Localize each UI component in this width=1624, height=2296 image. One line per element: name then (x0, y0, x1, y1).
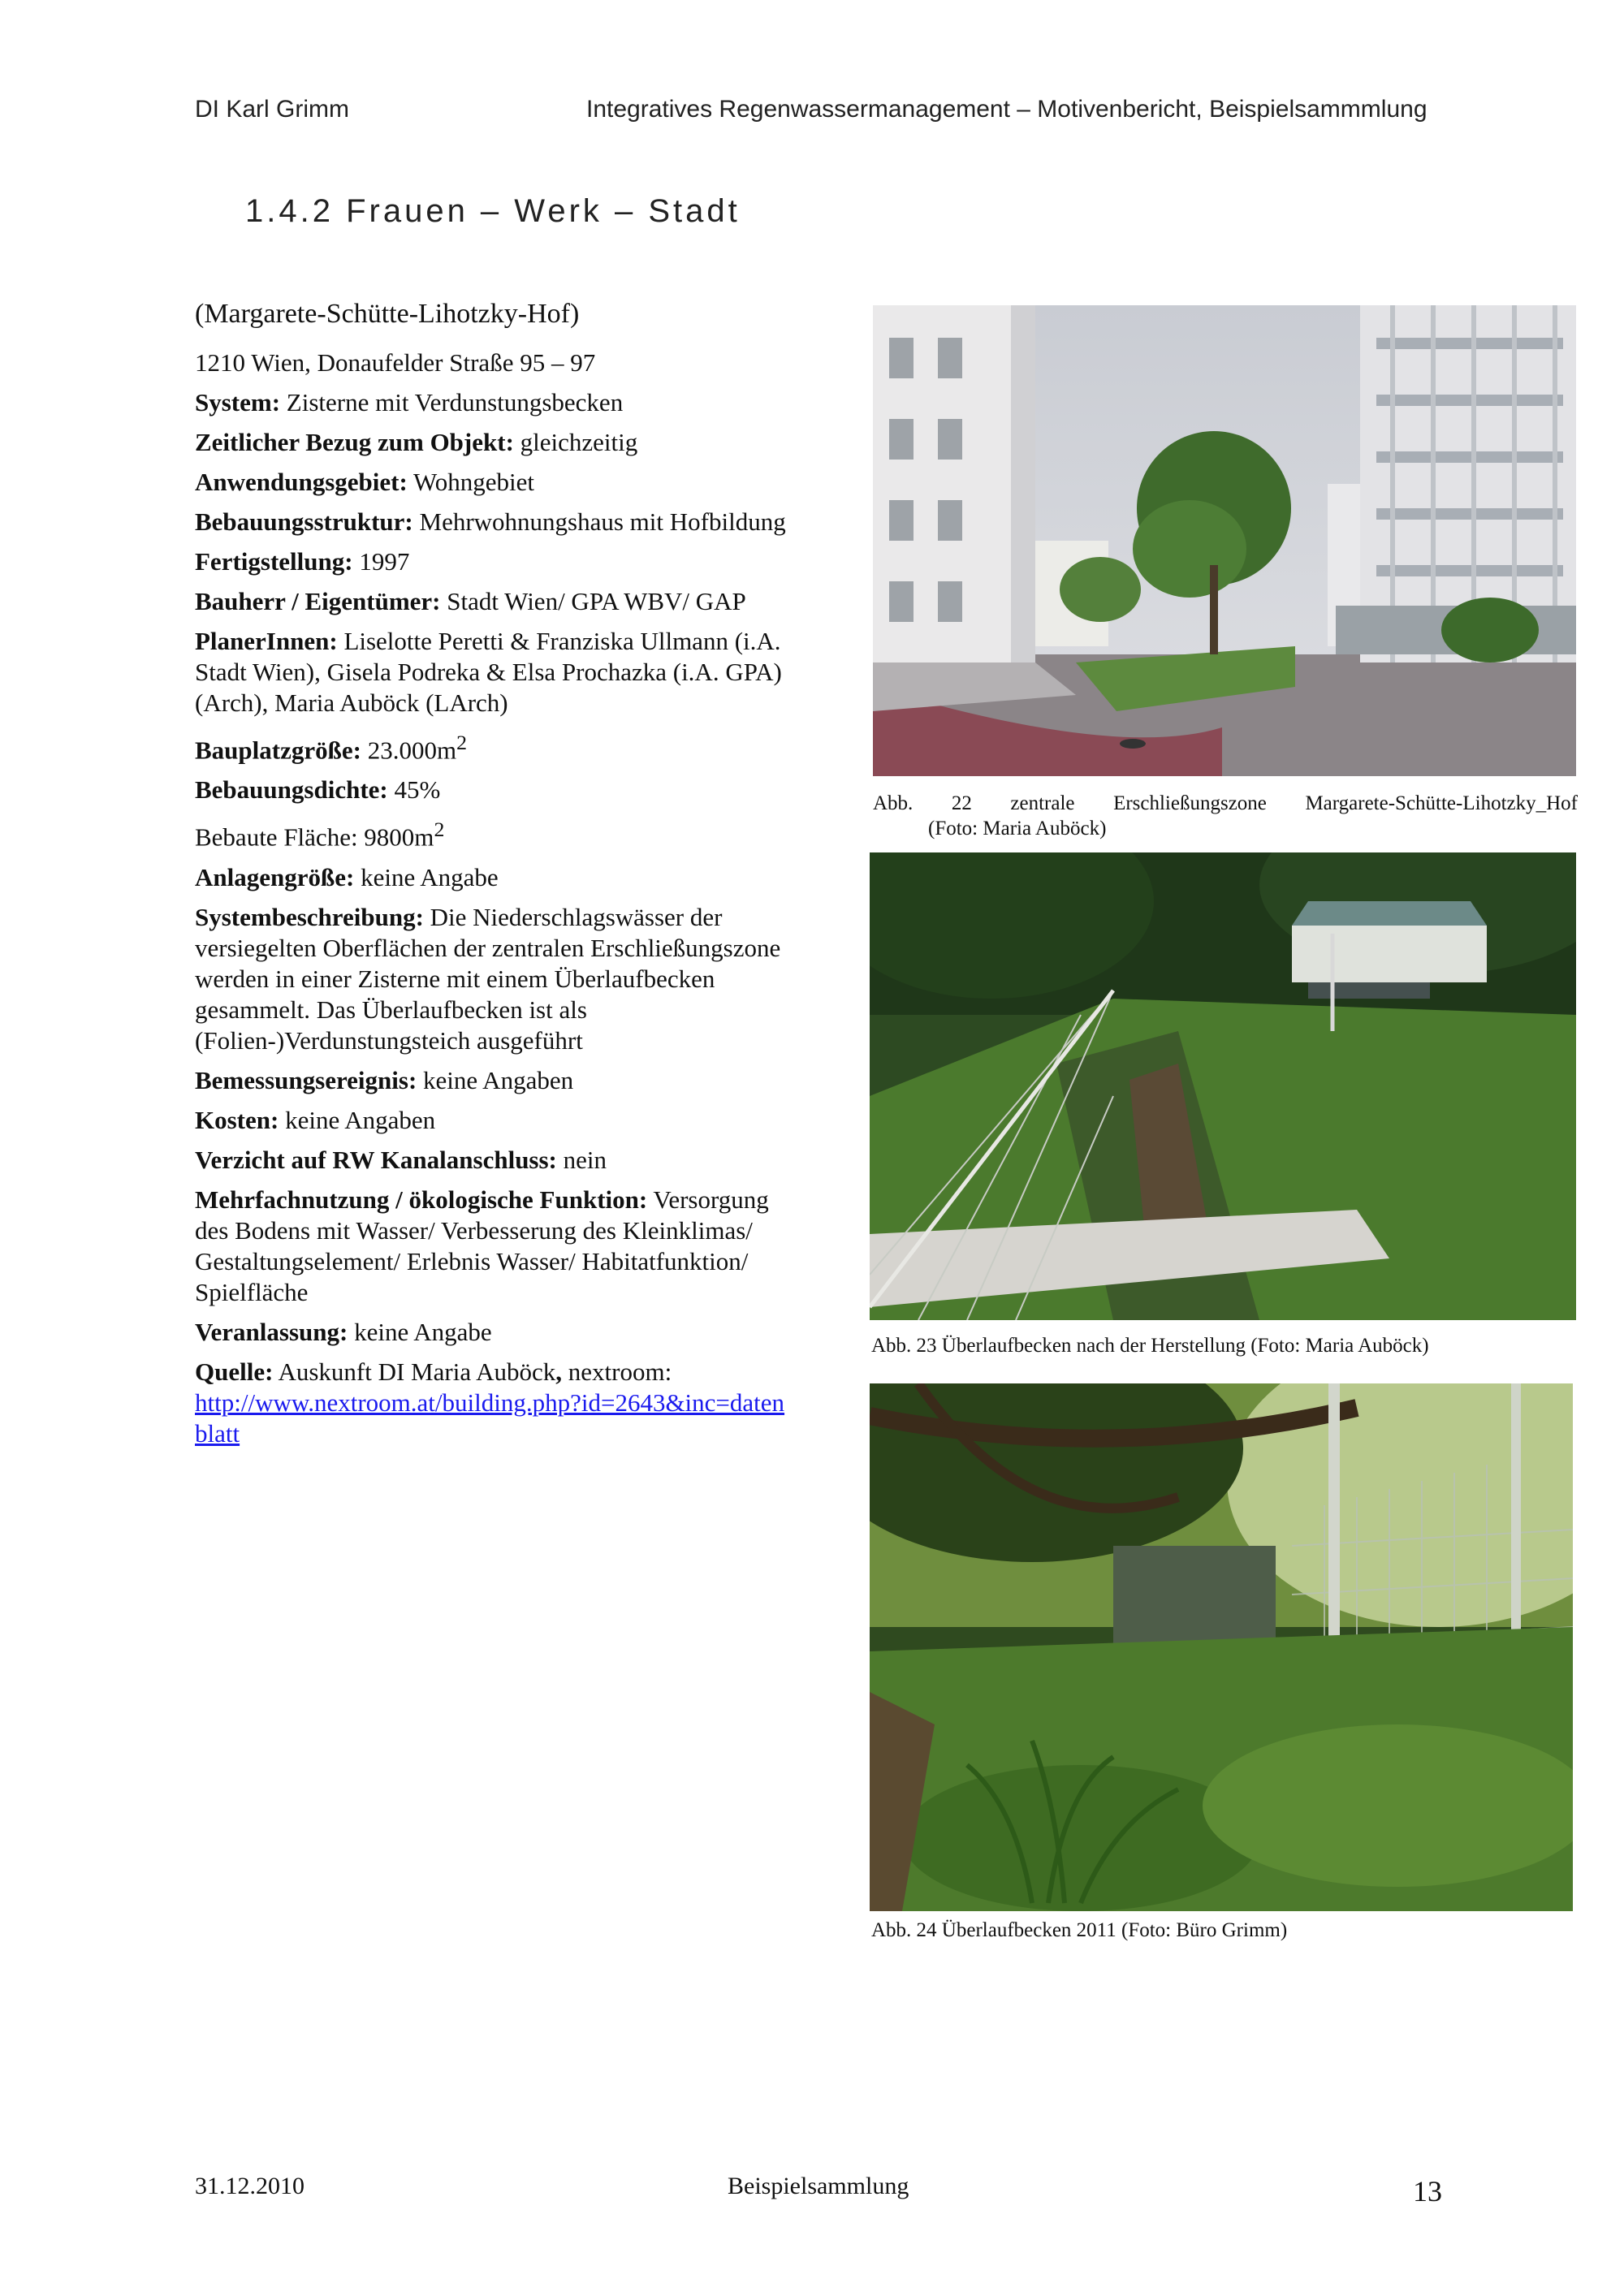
detail-system: System: Zisterne mit Verdunstungsbecken (195, 388, 624, 416)
detail-planer: PlanerInnen: Liselotte Peretti & Franziska Ullmann (i.A. Stadt Wien), Gisela Podreka & Elsa Prochazka (i.A. GPA) (Arch), Maria Auböck (LArch) (195, 627, 782, 717)
section-title: 1.4.2 Frauen – Werk – Stadt (245, 193, 741, 229)
detail-bauplatz: Bauplatzgröße: $23.000m^2$ (195, 731, 467, 765)
address: 1210 Wien, Donaufelder Straße 95 – 97 (195, 348, 596, 377)
footer-title: Beispielsammlung (728, 2173, 909, 2199)
header-title: Integratives Regenwassermanagement – Motivenbericht, Beispielsammmlung (586, 96, 1427, 123)
detail-mehrfach: Mehrfachnutzung / ökologische Funktion: Versorgung des Bodens mit Wasser/ Verbesserung des Kleinklimas/ Gestaltungselement/ Erlebnis Wasser/ Habitatfunktion/ Spielfläche (195, 1185, 769, 1306)
detail-flaeche: Bebaute Fläche: $9800m^2$ (195, 818, 445, 852)
detail-bauherr: Bauherr / Eigentümer: Stadt Wien/ GPA WBV/ GAP (195, 587, 746, 615)
detail-veranlassung: Veranlassung: keine Angabe (195, 1317, 492, 1346)
source-link[interactable]: http://www.nextroom.at/building.php?id=2643&inc=datenblatt (195, 1388, 785, 1448)
detail-systembeschreibung: Systembeschreibung: Die Niederschlagswässer der versiegelten Oberflächen der zentralen Erschließungszone werden in einer Zisterne mit einem Überlaufbecken gesammelt. Das Überlaufbecken ist als (Folien-)Verdunstungsteich ausgeführt (195, 902, 781, 1055)
detail-bemessung: Bemessungsereignis: keine Angaben (195, 1065, 574, 1094)
detail-verzicht: Verzicht auf RW Kanalanschluss: nein (195, 1145, 607, 1174)
photo-overflow-basin-new (870, 852, 1576, 1320)
caption-abb22: Abb. 22 zentrale Erschließungszone Margarete-Schütte-Lihotzky_Hof (Foto: Maria Auböck) (873, 792, 1578, 839)
caption-abb23: Abb. 23 Überlaufbecken nach der Herstellung (Foto: Maria Auböck) (871, 1335, 1429, 1357)
detail-anwendung: Anwendungsgebiet: Wohngebiet (195, 468, 535, 496)
detail-fertigstellung: Fertigstellung: 1997 (195, 547, 410, 576)
detail-quelle: Quelle: Auskunft DI Maria Auböck, nextroom: http://www.nextroom.at/building.php?id=2643&inc=datenblatt (195, 1357, 785, 1448)
caption-abb24: Abb. 24 Überlaufbecken 2011 (Foto: Büro Grimm) (871, 1919, 1288, 1941)
photo-courtyard (873, 305, 1576, 776)
project-details (195, 347, 788, 1458)
detail-anlage: Anlagengröße: keine Angabe (195, 862, 499, 891)
section-subtitle: (Margarete-Schütte-Lihotzky-Hof) (195, 299, 580, 329)
footer-date: 31.12.2010 (195, 2173, 304, 2199)
header-author: DI Karl Grimm (195, 96, 349, 123)
detail-struktur: Bebauungsstruktur: Mehrwohnungshaus mit Hofbildung (195, 507, 786, 536)
page-number: 13 (1413, 2175, 1442, 2208)
photo-overflow-basin-2011 (870, 1383, 1573, 1911)
detail-kosten: Kosten: keine Angaben (195, 1105, 436, 1134)
detail-bezug: Zeitlicher Bezug zum Objekt: gleichzeitig (195, 428, 638, 456)
detail-dichte: Bebauungsdichte: 45% (195, 775, 441, 805)
